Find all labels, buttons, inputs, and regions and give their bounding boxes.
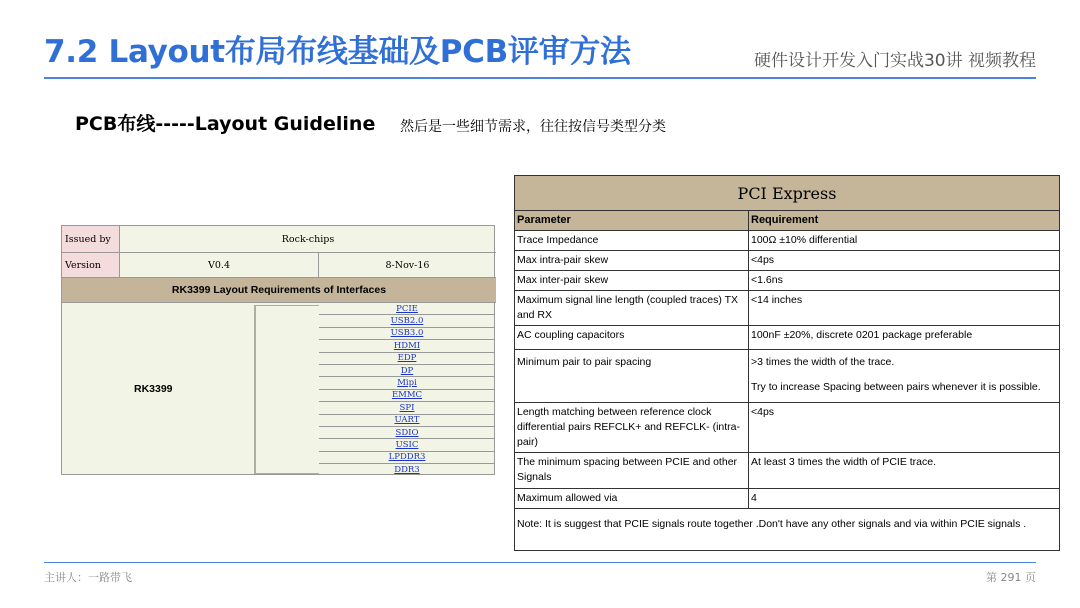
series-title: 硬件设计开发入门实战30讲 视频教程 [753, 51, 1036, 71]
table-row [515, 489, 1059, 509]
table-row [515, 291, 1059, 326]
brace-top [254, 305, 319, 306]
interface-link-ddr3[interactable]: DDR3 [394, 465, 420, 476]
chip-name: RK3399 [134, 383, 173, 395]
section-note: 然后是一些细节需求，往往按信号类型分类 [400, 119, 666, 135]
table-row [515, 231, 1059, 251]
interface-link-mipi[interactable]: Mipi [319, 377, 495, 389]
req-cell: 100nF ±20%, discrete 0201 package preferable [751, 329, 973, 341]
col-requirement: Requirement [751, 214, 819, 226]
interface-links [319, 303, 495, 475]
req-cell: At least 3 times the width of PCIE trace. [751, 456, 936, 468]
table-note-row [515, 509, 1059, 539]
param-cell: Minimum pair to pair spacing [515, 350, 749, 402]
pci-table-note: Note: It is suggest that PCIE signals route together .Don't have any other signals and via within PCIE signals . [517, 518, 1027, 530]
slide-title: 7.2 Layout布局布线基础及PCB评审方法 [44, 34, 631, 70]
issued-by-label: Issued by [62, 226, 120, 253]
interface-link-spi[interactable]: SPI [319, 402, 495, 414]
interface-link-usb3[interactable]: USB3.0 [319, 328, 495, 340]
presenter-label: 主讲人：一路带飞 [44, 571, 132, 584]
param-cell: Max intra-pair skew [515, 251, 749, 270]
table-row [515, 251, 1059, 271]
section-title: PCB布线-----Layout Guideline [75, 113, 376, 135]
date-value: 8-Nov-16 [319, 253, 496, 278]
req-line-1: >3 times the width of the trace. [751, 356, 895, 368]
param-cell: Maximum signal line length (coupled traces) TX and RX [515, 291, 749, 325]
table-row [515, 271, 1059, 291]
brace-line [254, 305, 256, 473]
footer-divider [44, 562, 1036, 563]
interface-link-pcie[interactable]: PCIE [319, 303, 495, 315]
req-cell: <14 inches [751, 294, 803, 306]
table-row [515, 326, 1059, 350]
pci-table-header [515, 211, 1059, 231]
req-cell: <1.6ns [751, 274, 783, 286]
version-label: Version [62, 253, 120, 278]
brace-bottom [254, 473, 319, 474]
param-cell: Trace Impedance [515, 231, 749, 250]
title-divider [44, 77, 1036, 79]
col-parameter: Parameter [515, 211, 749, 230]
param-cell: Max inter-pair skew [515, 271, 749, 290]
interface-link-edp[interactable]: EDP [319, 353, 495, 365]
interface-table [61, 225, 495, 475]
interface-table-heading: RK3399 Layout Requirements of Interfaces [62, 278, 496, 303]
version-value: V0.4 [120, 253, 319, 278]
pci-table-title: PCI Express [515, 176, 1059, 211]
interface-link-sdio[interactable]: SDIO [319, 427, 495, 439]
table-row [515, 403, 1059, 453]
req-line-2: Try to increase Spacing between pairs whenever it is possible. [751, 381, 1041, 393]
interface-link-uart[interactable]: UART [319, 415, 495, 427]
param-cell: Maximum allowed via [515, 489, 749, 508]
param-cell: The minimum spacing between PCIE and other Signals [515, 453, 749, 488]
interface-link-hdmi[interactable]: HDMI [319, 340, 495, 352]
req-cell: <4ps [751, 254, 775, 266]
param-cell: Length matching between reference clock differential pairs REFCLK+ and REFCLK- (intra-pair) [515, 403, 749, 452]
page-number: 第 291 页 [986, 571, 1036, 584]
interface-link-emmc[interactable]: EMMC [319, 390, 495, 402]
req-cell: 4 [751, 492, 757, 504]
table-row [515, 350, 1059, 403]
interface-link-usic[interactable]: USIC [319, 439, 495, 451]
param-cell: AC coupling capacitors [515, 326, 749, 349]
req-cell: <4ps [751, 406, 775, 418]
table-row [515, 453, 1059, 489]
req-cell [749, 350, 1059, 402]
req-cell: 100Ω ±10% differential [751, 234, 858, 246]
interface-link-usb2[interactable]: USB2.0 [319, 315, 495, 327]
interface-link-lpddr3[interactable]: LPDDR3 [319, 452, 495, 464]
interface-link-dp[interactable]: DP [319, 365, 495, 377]
pci-express-table [514, 175, 1060, 551]
issued-by-value: Rock-chips [120, 226, 496, 253]
